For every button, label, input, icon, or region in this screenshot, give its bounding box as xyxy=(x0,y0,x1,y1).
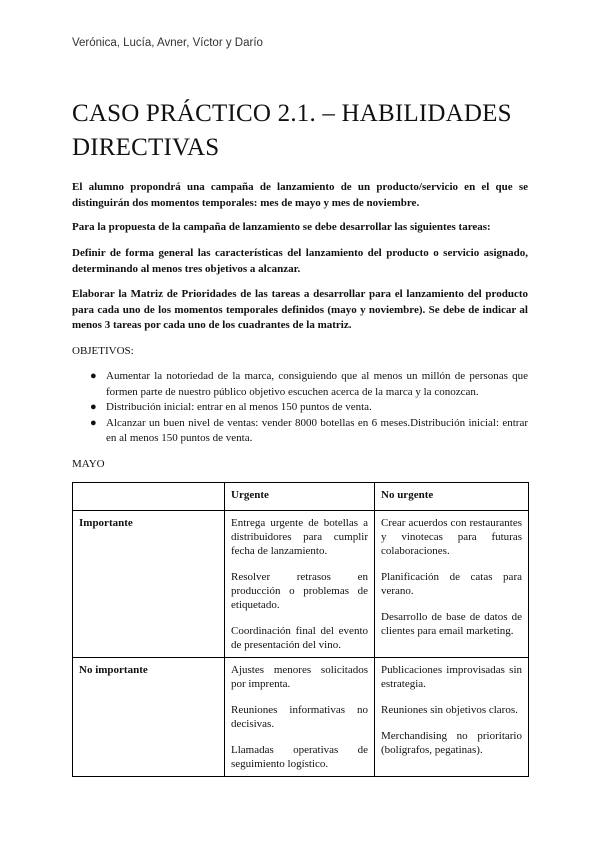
matrix-task: Crear acuerdos con restaurantes y vinotecas para futuras colaboraciones. xyxy=(381,517,522,557)
bullet-icon: ● xyxy=(90,370,97,382)
matrix-task: Coordinación final del evento de presentación del vino. xyxy=(231,625,368,651)
matrix-task: Llamadas operativas de seguimiento logístico. xyxy=(231,744,368,770)
document-authors: Verónica, Lucía, Avner, Víctor y Darío xyxy=(72,37,263,49)
matrix-task: Desarrollo de base de datos de clientes para email marketing. xyxy=(381,611,522,637)
matrix-header-row xyxy=(73,483,529,511)
intro-paragraph: Elaborar la Matriz de Prioridades de las tareas a desarrollar para el lanzamiento del producto para cada uno de los momentos temporales definidos (mayo y noviembre). Se debe de indicar al menos 3 tareas por cada uno de los cuadrantes de la matriz. xyxy=(72,288,528,331)
objetivo-item xyxy=(72,400,528,416)
document-title: CASO PRÁCTICO 2.1. – HABILIDADES DIRECTIVAS xyxy=(72,100,512,161)
intro-paragraph: El alumno propondrá una campaña de lanzamiento de un producto/servicio en el que se distinguirán dos momentos temporales: mes de mayo y mes de noviembre. xyxy=(72,181,528,209)
matrix-task: Reuniones sin objetivos claros. xyxy=(381,704,518,716)
matrix-task: Planificación de catas para verano. xyxy=(381,571,522,597)
objetivo-text: Alcanzar un buen nivel de ventas: vender 8000 botellas en 6 meses.Distribución inicial: entrar en al menos 150 puntos de venta. xyxy=(106,416,528,444)
bullet-icon: ● xyxy=(90,416,97,429)
objetivo-item xyxy=(72,416,528,447)
matrix-task: Ajustes menores solicitados por imprenta. xyxy=(231,664,368,690)
matrix-task: Reuniones informativas no decisivas. xyxy=(231,704,368,730)
matrix-task: Publicaciones improvisadas sin estrategia. xyxy=(381,664,522,690)
objetivo-text: Distribución inicial: entrar en al menos 150 puntos de venta. xyxy=(106,401,372,413)
mayo-heading: MAYO xyxy=(72,458,105,470)
matrix-row-no-importante xyxy=(73,658,529,777)
matrix-header-urgente: Urgente xyxy=(225,483,375,511)
matrix-task: Merchandising no prioritario (bolígrafos, pegatinas). xyxy=(381,730,522,756)
intro-paragraph: Definir de forma general las características del lanzamiento del producto o servicio asignado, determinando al menos tres objetivos a alcanzar. xyxy=(72,247,528,275)
bullet-icon: ● xyxy=(90,401,97,413)
objetivo-text: Aumentar la notoriedad de la marca, consiguiendo que al menos un millón de personas que formen parte de nuestro público objetivo escuchen acerca de la marca y la conozcan. xyxy=(106,370,528,398)
matrix-cell-importante-urgente xyxy=(225,511,375,658)
matrix-corner-cell xyxy=(73,483,225,511)
priority-matrix-table xyxy=(72,482,529,777)
matrix-cell-no-importante-no-urgente xyxy=(375,658,529,777)
objetivos-heading: OBJETIVOS: xyxy=(72,345,134,357)
matrix-cell-no-importante-urgente xyxy=(225,658,375,777)
objetivo-item xyxy=(72,369,528,400)
matrix-row-label: No importante xyxy=(73,658,225,777)
matrix-header-no-urgente: No urgente xyxy=(375,483,529,511)
matrix-task: Resolver retrasos en producción o problemas de etiquetado. xyxy=(231,571,368,611)
matrix-cell-importante-no-urgente xyxy=(375,511,529,658)
matrix-row-label: Importante xyxy=(73,511,225,658)
intro-paragraph: Para la propuesta de la campaña de lanzamiento se debe desarrollar las siguientes tareas: xyxy=(72,221,491,233)
objetivos-list xyxy=(72,369,528,447)
matrix-task: Entrega urgente de botellas a distribuidores para cumplir fecha de lanzamiento. xyxy=(231,517,368,557)
matrix-row-importante xyxy=(73,511,529,658)
